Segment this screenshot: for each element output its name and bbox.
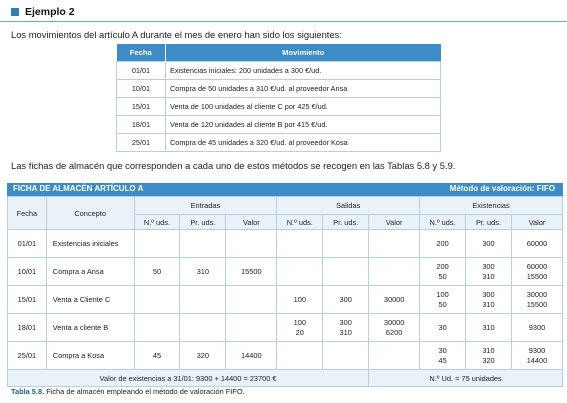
cell-existencias-valor [511,286,562,314]
group-salidas: Salidas [277,197,420,215]
cell-entradas-valor: 15500 [226,258,277,286]
cell-concepto: Compra a Kosa [46,342,134,370]
cell-existencias-pr [466,314,512,342]
cell-existencias-uds-line: 30 [438,345,447,355]
cell-existencias-uds-line: 100 [436,289,449,299]
cell-fecha: 18/01 [8,314,47,342]
cell-existencias-valor [511,342,562,370]
cell-salidas-uds-line: 20 [295,327,304,337]
example-heading [11,6,75,18]
cell-existencias-pr-line: 300 [482,289,495,299]
group-entradas: Entradas [134,197,277,215]
cell-salidas-valor [369,230,420,258]
sub-pr: Pr. uds. [323,215,369,230]
cell-salidas-uds [277,314,323,342]
cell-salidas-valor [369,258,420,286]
movements-header-fecha: Fecha [117,44,166,62]
cell-salidas-valor [369,342,420,370]
cell-entradas-pr: 310 [180,258,226,286]
cell-existencias-pr [466,258,512,286]
table-caption-text: Ficha de almacén empleando el método de valoración FIFO. [46,387,245,396]
cell-salidas-pr-line: 300 [339,294,352,304]
cell-existencias-pr-line: 310 [482,345,495,355]
cell-existencias-valor-line: 15500 [526,271,548,281]
cell-salidas-pr [323,314,369,342]
cell-entradas-pr: 320 [180,342,226,370]
col-concepto: Concepto [46,197,134,230]
table-row [8,286,563,314]
cell-existencias-valor-line: 9300 [528,345,546,355]
cell-entradas-pr [180,314,226,342]
sub-valor: Valor [369,215,420,230]
cell-salidas-pr [323,258,369,286]
movement-date: 25/01 [117,134,166,152]
cell-entradas-uds: 50 [134,258,180,286]
table-row [8,314,563,342]
cell-salidas-pr [323,286,369,314]
sub-pr: Pr. uds. [466,215,512,230]
sub-uds: N.º uds. [134,215,180,230]
cell-entradas-valor [226,230,277,258]
movement-date: 10/01 [117,80,166,98]
cell-existencias-valor [511,258,562,286]
movement-date: 01/01 [117,62,166,80]
cell-entradas-valor: 14400 [226,342,277,370]
cell-existencias-pr [466,286,512,314]
table-row [117,80,441,98]
cell-fecha: 10/01 [8,258,47,286]
cell-existencias-pr-line: 300 [482,261,495,271]
cell-salidas-valor [369,286,420,314]
cell-existencias-pr-line: 310 [482,299,495,309]
col-fecha: Fecha [8,197,47,230]
cell-existencias-uds-line: 50 [438,271,447,281]
cell-fecha: 25/01 [8,342,47,370]
movement-desc: Venta de 120 unidades al cliente B por 415 €/ud. [166,116,441,134]
cell-fecha: 15/01 [8,286,47,314]
sub-uds: N.º uds. [420,215,466,230]
cell-salidas-valor-line: 30000 [383,294,405,304]
cell-entradas-uds [134,286,180,314]
cell-existencias-uds-line: 200 [436,261,449,271]
movement-desc: Compra de 45 unidades a 320 €/ud. al proveedor Kosa [166,134,441,152]
caption-text: Las fichas de almacén que corresponden a cada uno de estos métodos se recogen en las Tablas 5.8 y 5.9. [11,160,456,171]
cell-entradas-valor [226,286,277,314]
ficha-title: FICHA DE ALMACÉN ARTÍCULO A [13,184,144,193]
ficha-method: Método de valoración: FIFO [449,184,555,193]
cell-concepto: Compra a Ansa [46,258,134,286]
cell-existencias-valor-line: 9300 [528,322,546,332]
table-row [8,230,563,258]
cell-salidas-pr-line: 300 [339,317,352,327]
cell-existencias-valor-line: 60000 [526,238,548,248]
ficha-header-bar [7,183,563,196]
cell-existencias-valor-line: 15500 [526,299,548,309]
intro-text: Los movimientos del artículo A durante el mes de enero han sido los siguientes: [11,29,342,40]
cell-salidas-uds [277,342,323,370]
cell-existencias-valor-line: 14400 [526,355,548,365]
cell-salidas-uds-line: 100 [293,317,306,327]
divider [0,21,567,22]
cell-existencias-pr-line: 310 [482,271,495,281]
cell-existencias-uds [420,230,466,258]
cell-existencias-uds-line: 50 [438,299,447,309]
cell-entradas-uds [134,230,180,258]
cell-salidas-pr-line: 310 [339,327,352,337]
cell-entradas-uds: 45 [134,342,180,370]
table-row [117,62,441,80]
cell-concepto: Existencias iniciales [46,230,134,258]
cell-salidas-uds [277,286,323,314]
cell-existencias-valor-line: 30000 [526,289,548,299]
cell-concepto: Venta a cliente B [46,314,134,342]
heading-square-icon [11,8,19,16]
cell-existencias-pr [466,230,512,258]
table-row [117,98,441,116]
sub-valor: Valor [226,215,277,230]
cell-existencias-pr-line: 320 [482,355,495,365]
cell-salidas-valor-line: 6200 [385,327,403,337]
cell-existencias-uds [420,286,466,314]
cell-existencias-valor [511,314,562,342]
movements-header-movimiento: Movimiento [166,44,441,62]
sub-valor: Valor [511,215,562,230]
cell-entradas-uds [134,314,180,342]
cell-existencias-uds-line: 200 [436,238,449,248]
cell-entradas-pr [180,230,226,258]
cell-existencias-uds [420,342,466,370]
table-caption [11,387,245,396]
cell-existencias-uds [420,258,466,286]
cell-salidas-uds-line: 100 [293,294,306,304]
cell-entradas-pr [180,286,226,314]
table-row [117,116,441,134]
sub-pr: Pr. uds. [180,215,226,230]
movement-date: 15/01 [117,98,166,116]
table-row [117,134,441,152]
cell-existencias-pr-line: 300 [482,238,495,248]
cell-entradas-valor [226,314,277,342]
movement-date: 18/01 [117,116,166,134]
cell-concepto: Venta a Cliente C [46,286,134,314]
ficha-table [7,196,563,387]
cell-existencias-uds-line: 45 [438,355,447,365]
movements-table [116,44,441,152]
cell-existencias-pr-line: 310 [482,322,495,332]
cell-salidas-pr [323,230,369,258]
cell-existencias-uds [420,314,466,342]
cell-salidas-valor [369,314,420,342]
cell-salidas-valor-line: 30000 [383,317,405,327]
cell-existencias-pr [466,342,512,370]
sub-uds: N.º uds. [277,215,323,230]
cell-existencias-valor [511,230,562,258]
table-row [8,258,563,286]
cell-salidas-uds [277,230,323,258]
table-row [8,342,563,370]
movement-desc: Venta de 100 unidades al cliente C por 425 €/ud. [166,98,441,116]
movement-desc: Compra de 50 unidades a 310 €/ud. al proveedor Ansa [166,80,441,98]
cell-salidas-uds [277,258,323,286]
footer-unidades: N.º Ud. = 75 unidades [369,370,563,387]
footer-valor-existencias: Valor de existencias a 31/01: 9300 + 14400 = 23700 € [8,370,369,387]
movement-desc: Existencias iniciales: 200 unidades a 300 €/ud. [166,62,441,80]
cell-fecha: 01/01 [8,230,47,258]
cell-salidas-pr [323,342,369,370]
example-title: Ejemplo 2 [25,6,75,18]
table-caption-label: Tabla 5.8. [11,387,45,396]
group-existencias: Existencias [420,197,563,215]
cell-existencias-uds-line: 30 [438,322,447,332]
cell-existencias-valor-line: 60000 [526,261,548,271]
